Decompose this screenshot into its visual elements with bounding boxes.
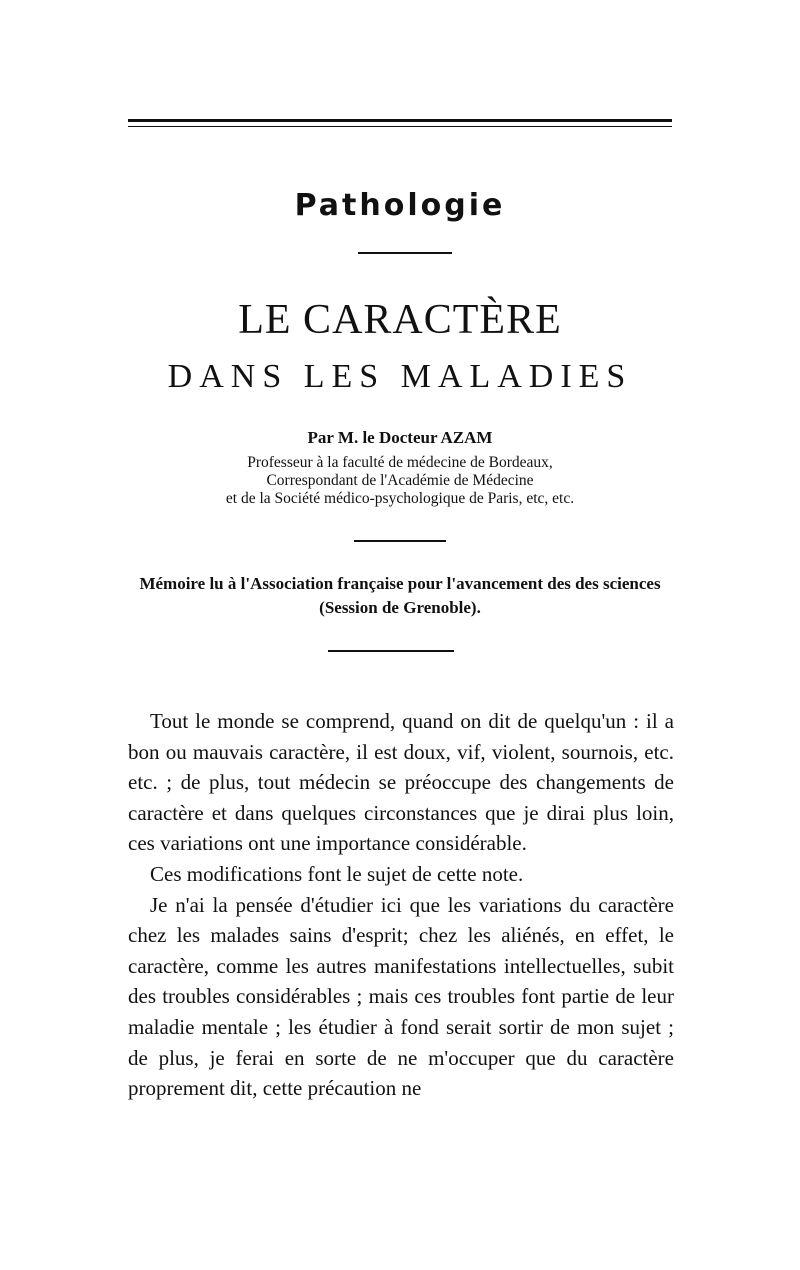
paragraph: Ces modifications font le sujet de cette note. (150, 861, 524, 886)
title-line-1: LE CARACTÈRE (238, 297, 562, 343)
author-affiliation-1: Professeur à la faculté de médecine de Bordeaux, (247, 454, 553, 471)
divider-rule (358, 252, 452, 254)
body-text (128, 706, 674, 1104)
section-heading: Pathologie (294, 188, 506, 223)
paragraph: Je n'ai la pensée d'étudier ici que les variations du caractère chez les malades sains d'esprit; chez les aliénés, en effet, le caractère, comme les autres manifestations intellectuelles, subit des troubles considérables ; mais ces troubles font partie de leur maladie mentale ; les étudier à fond serait sortir de mon sujet ; de plus, je ferai en sorte de ne m'occuper que du caractère proprement dit, cette précaution ne (128, 892, 674, 1101)
author-byline: Par M. le Docteur AZAM (307, 428, 493, 447)
author-affiliation-3: et de la Société médico-psychologique de Paris, etc, etc. (225, 490, 575, 507)
title-line-2: DANS LES MALADIES (167, 358, 633, 395)
divider-rule (328, 650, 454, 652)
top-rule-thick (128, 119, 672, 122)
paragraph: Tout le monde se comprend, quand on dit de quelqu'un : il a bon ou mauvais caractère, il est doux, vif, violent, sournois, etc. etc. ; de plus, tout médecin se préoccupe des changements de caractère et dans quelques circonstances que je dirai plus loin, ces variations ont une importance considérable. (128, 709, 674, 856)
author-affiliation-2: Correspondant de l'Académie de Médecine (266, 472, 534, 489)
memo-note: Mémoire lu à l'Association française pour l'avancement des des sciences (Session de Grenoble). (139, 574, 661, 617)
top-rule-thin (128, 126, 672, 127)
divider-rule (354, 540, 446, 542)
